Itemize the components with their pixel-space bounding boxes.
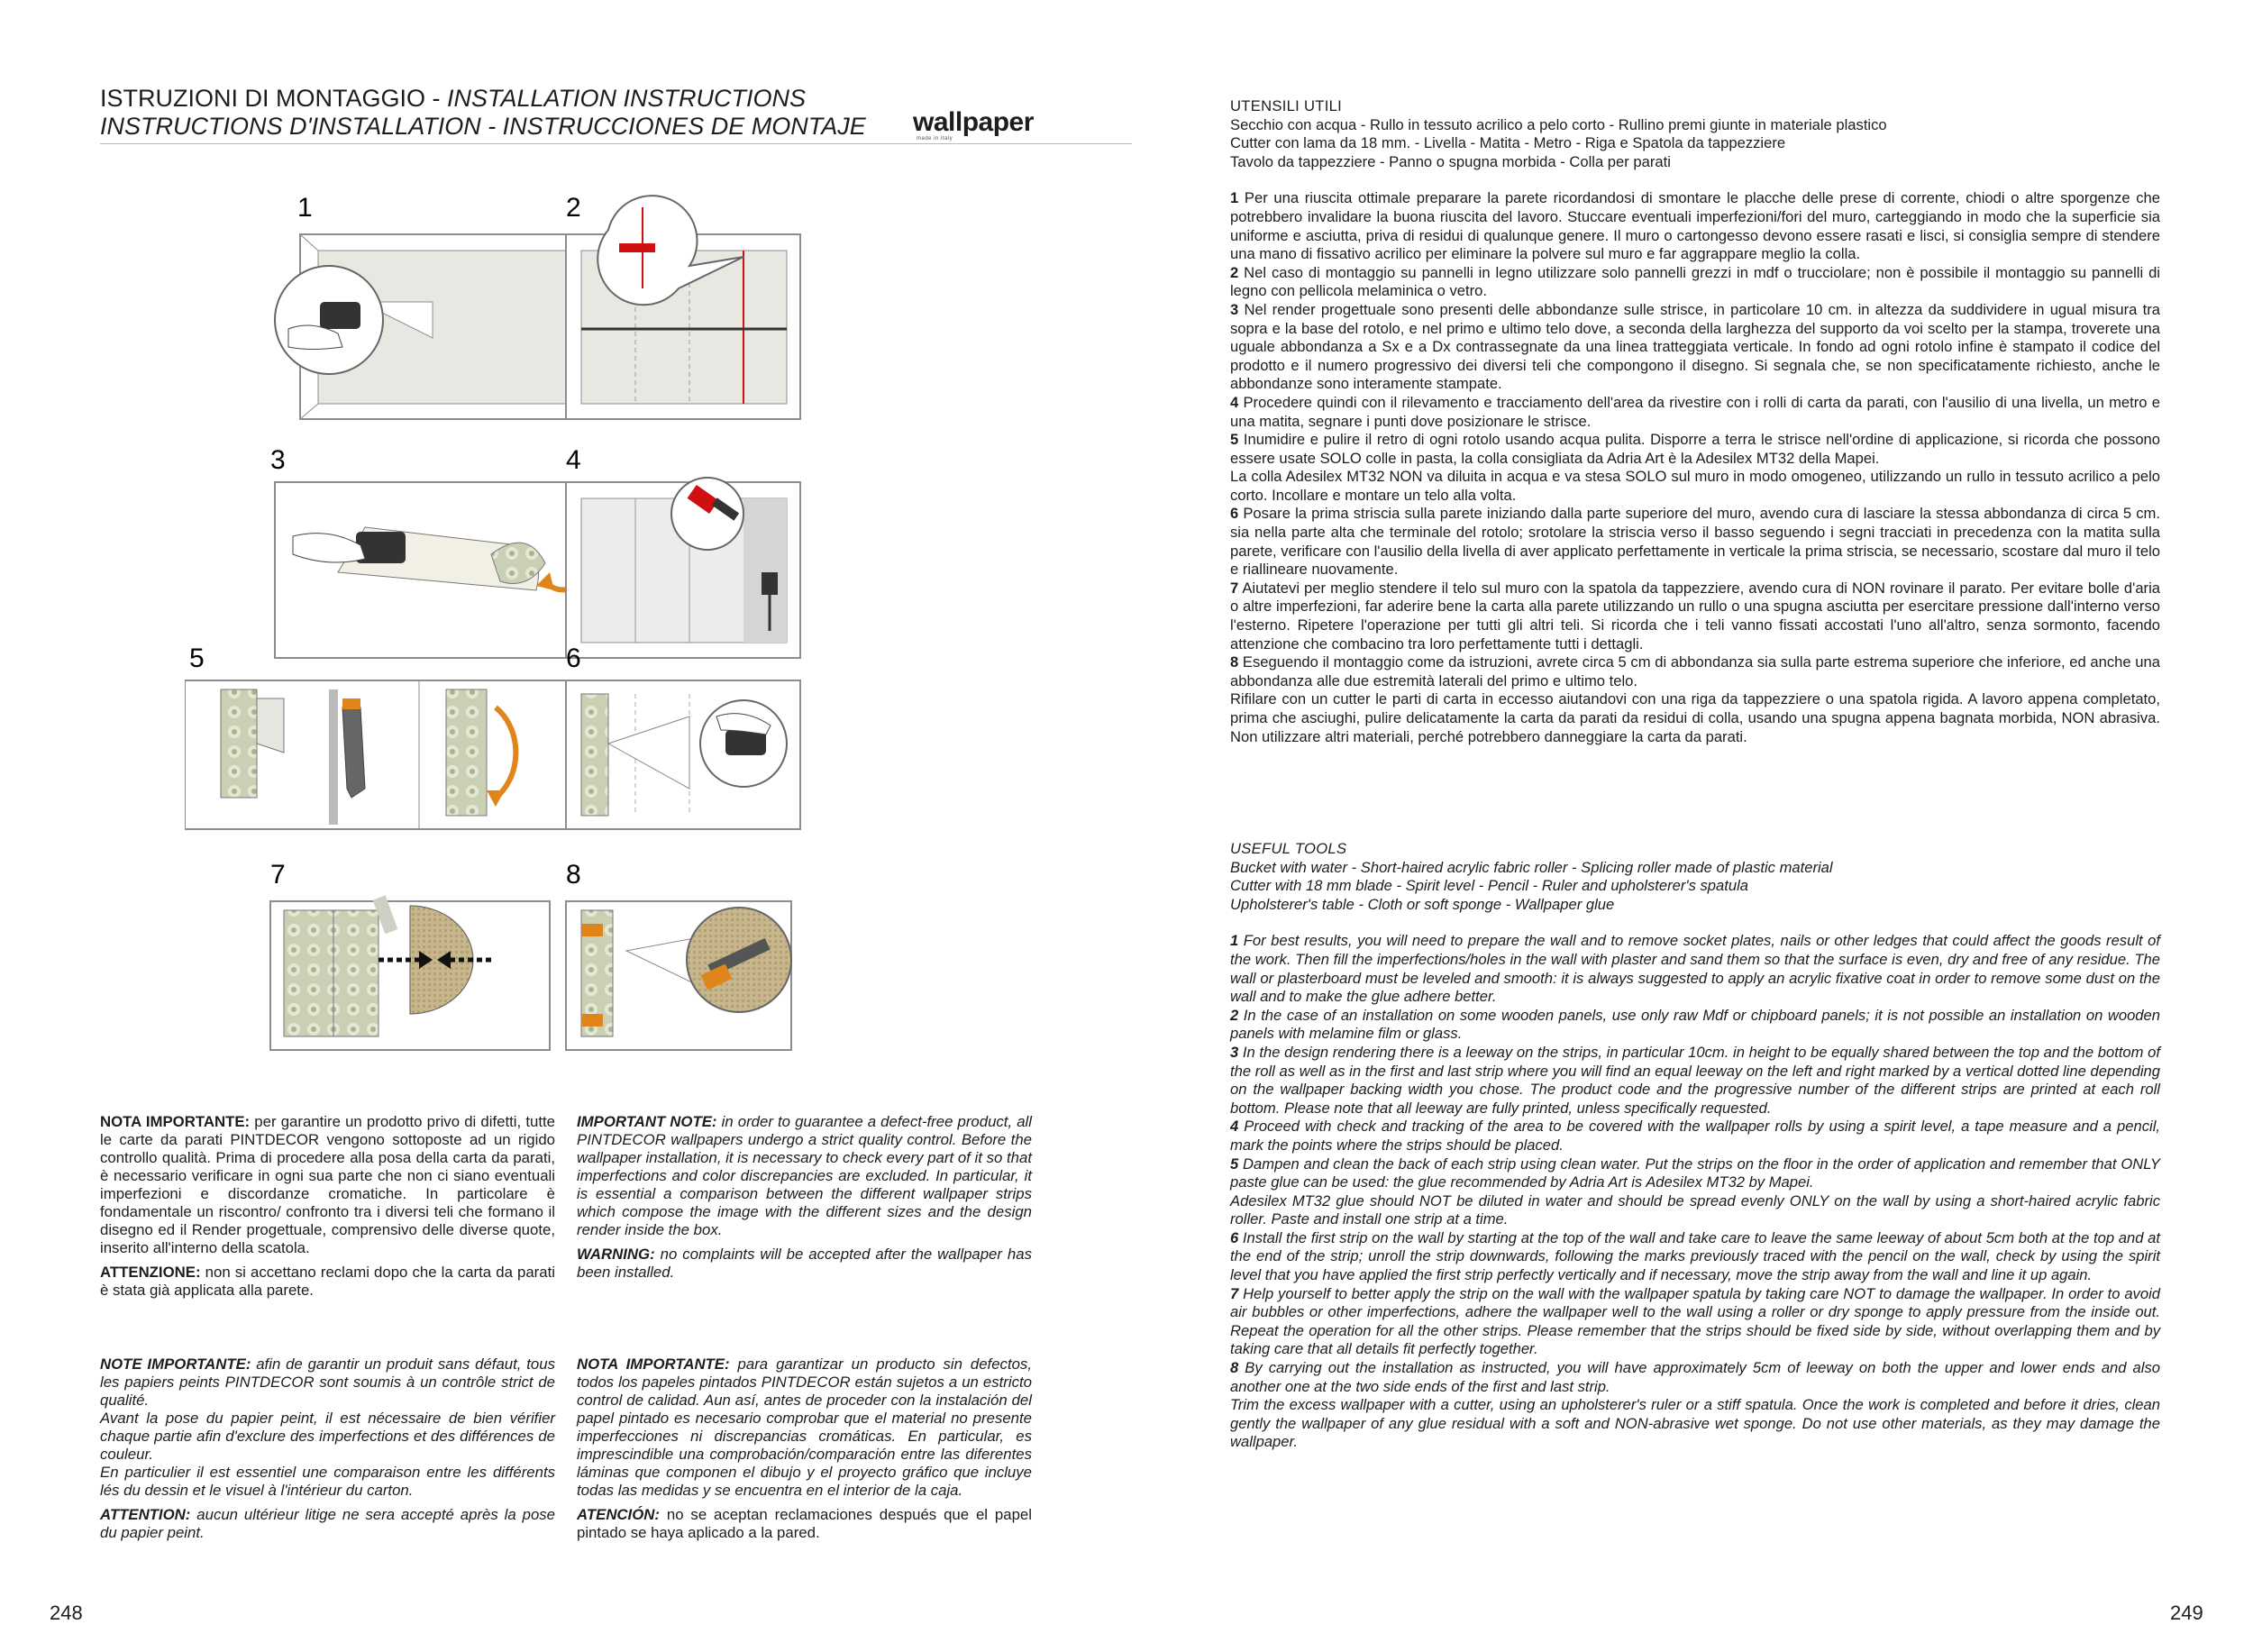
note-it-label: NOTA IMPORTANTE: <box>100 1113 251 1130</box>
step-3-panel <box>270 445 595 658</box>
note-fr-text-3: En particulier il est essentiel une comparaison entre les différents lés du dessin et le visuel à l'intérieur du carton. <box>100 1464 555 1499</box>
title-line2: INSTRUCTIONS D'INSTALLATION - INSTRUCCIONES DE MONTAJE <box>100 113 866 140</box>
it-step-5: 5 Inumidire e pulire il retro di ogni rotolo usando acqua pulita. Disporre a terra le strisce nell'ordine di applicazione, si ricorda che possono essere usate SOLO colle in pasta, la colla consigliata da Adria Art è la Adesilex MT32 della Mapei. <box>1230 431 2160 467</box>
it-step-7: 7 Aiutatevi per meglio stendere il telo sul muro con la spatola da tappezziere, avendo cura di NON rovinare il parato. Per evitare bolle d'aria o altre imperfezioni, far aderire bene la carta alla parete utilizzando un rullo o una spugna asciutta per esercitare pressione dall'interno verso l'esterno. Ripetere l'operazione per tutti gli altri teli. Si ricorda che i teli vanno fissati accostati l'uno all'altro, senza sormonto, facendo attenzione che combacino tra loro perfettamente tutti i dettagli. <box>1230 579 2160 653</box>
note-es-label: NOTA IMPORTANTE: <box>577 1355 730 1373</box>
note-en-text: in order to guarantee a defect-free product, all PINTDECOR wallpapers undergo a strict quality control. Before the wallpaper installation, it is necessary to check every part of it so that imperfections and color discrepancies are excluded. In particular, it is essential a comparison between the different wallpaper strips which compose the image with the different sizes and the design render inside the box. <box>577 1113 1033 1238</box>
it-tools-line: Secchio con acqua - Rullo in tessuto acrilico a pelo corto - Rullino premi giunte in materiale plastico <box>1230 115 1887 133</box>
en-step-8: 8 By carrying out the installation as instructed, you will have approximately 5cm of leeway on both the upper and lower ends and also another one at the two side ends of the first and last strip. <box>1230 1359 2160 1395</box>
header-divider <box>100 143 1132 144</box>
step-number-6: 6 <box>566 643 581 673</box>
step-4-panel <box>566 445 800 658</box>
step-number-7: 7 <box>270 860 286 890</box>
en-step-4: 4 Proceed with check and tracking of the area to be covered with the wallpaper rolls by using a spirit level, a tape measure and a pencil, mark the points where the strips should be placed. <box>1230 1118 2160 1154</box>
title-line1-italic: INSTALLATION INSTRUCTIONS <box>447 85 807 112</box>
step-number-4: 4 <box>566 445 581 475</box>
note-fr-text-2: Avant la pose du papier peint, il est nécessaire de bien vérifier chaque partie afin d'exclure des imperfections et des différences de couleur. <box>100 1410 555 1463</box>
it-step-4: 4 Procedere quindi con il rilevamento e tracciamento dell'area da rivestire con i rolli di carta da parati, con l'ausilio di una livella, un metro e una matita, segnare i punti dove posizionare le strisce. <box>1230 393 2160 430</box>
step-number-5: 5 <box>189 643 205 673</box>
page-number-right: 249 <box>2170 1602 2203 1624</box>
note-en-warning-label: WARNING: <box>577 1246 655 1263</box>
note-en-warning-text: no complaints will be accepted after the wallpaper has been installed. <box>577 1246 1032 1281</box>
it-step-5-cont: La colla Adesilex MT32 NON va diluita in acqua e va stesa SOLO sul muro in modo omogeneo, utilizzando un rullo in tessuto acrilico a pelo corto. Incollare e montare un telo alla volta. <box>1230 468 2160 504</box>
step-number-8: 8 <box>566 860 581 890</box>
page-title <box>100 85 1001 141</box>
en-step-8-cont: Trim the excess wallpaper with a cutter, using an upholsterer's ruler or a stiff spatula. Once the work is completed and before it dries, clean gently the wallpaper of any glue residual with a soft and NON-abrasive wet sponge. Do not use other materials, as they may damage the wallpaper. <box>1230 1396 2160 1451</box>
note-es-warning-label: ATENCIÓN: <box>577 1506 660 1523</box>
title-line1: ISTRUZIONI DI MONTAGGIO - <box>100 85 447 112</box>
step-7-panel <box>270 860 550 1050</box>
en-tools-line: Cutter with 18 mm blade - Spirit level - Pencil - Ruler and upholsterer's spatula <box>1230 877 1748 895</box>
note-it-text: per garantire un prodotto privo di difetti, tutte le carte da parati PINTDECOR vengono sottoposte ad un rigido controllo qualità. Prima di procedere alla posa della carta da parati, è necessario verificare in ogni sua parte che non ci siano eventuali imperfezioni e discordanze cromatiche. In particolare è fondamentale un riscontro/ confronto tra i diversi teli che formano il disegno ed il Render progettuale, comprensivo delle diverse quote, inserito all'interno della scatola. <box>100 1113 555 1256</box>
en-tools-heading: USEFUL TOOLS <box>1230 840 1347 857</box>
step-1-panel <box>275 193 593 419</box>
en-step-6: 6 Install the first strip on the wall by starting at the top of the wall and take care to leave the same leeway of about 5cm both at the top and at the end of the strip; unroll the strip downwards, following the marks previously traced with the pencil on the wall, check by using the spirit level that you have applied the first strip perfectly vertically and if necessary, move the strip away from the wall and line it up again. <box>1230 1228 2160 1284</box>
english-section <box>1230 840 2160 1452</box>
note-it-warning-label: ATTENZIONE: <box>100 1264 201 1281</box>
installation-illustration <box>185 167 928 1091</box>
it-step-2: 2 Nel caso di montaggio su pannelli in legno utilizzare solo pannelli grezzi in mdf o trucciolare; non è possibile il montaggio su pannelli di legno con pellicola melaminica o vetro. <box>1230 263 2160 300</box>
step-number-3: 3 <box>270 445 286 475</box>
step-number-1: 1 <box>297 193 313 223</box>
en-step-2: 2 In the case of an installation on some wooden panels, use only raw Mdf or chipboard panels; it is not possible an installation on wooden panels with melamine film or glass. <box>1230 1006 2160 1043</box>
it-step-3: 3 Nel render progettuale sono presenti delle abbondanze sulle strisce, in particolare 10 cm. in altezza da suddividere in ugual misura tra sopra e la base del rotolo, e nel primo e ultimo telo dove, a seconda della larghezza del supporto da voi scelto per la stampa, troverete una uguale abbondanza a Sx e a Dx contrassegnate da una linea tratteggiata verticale. In fondo ad ogni rotolo infine è stampato il codice del prodotto e il numero progressivo dei diversi teli che compongono il disegno. Si segnala che, se non specificatamente richiesto, anche le abbondanze sono interamente stampate. <box>1230 300 2160 393</box>
en-step-5-cont: Adesilex MT32 glue should NOT be diluted in water and should be spread evenly ONLY on the wall by using a short-haired acrylic fabric roller. Paste and install one strip at a time. <box>1230 1191 2160 1228</box>
note-fr-label: NOTE IMPORTANTE: <box>100 1355 251 1373</box>
page-number-left: 248 <box>50 1602 83 1624</box>
it-step-8-cont: Rifilare con un cutter le parti di carta in eccesso aiutandovi con una riga da tappezziere o una spatola rigida. A lavoro appena completato, prima che asciughi, pulire delicatamente la carta da parati da residui di colla, usando una spugna appena bagnata morbida, NON abrasiva. Non utilizzare altri materiali, perché potrebbero danneggiare la carta da parati. <box>1230 690 2160 745</box>
it-tools-heading: UTENSILI UTILI <box>1230 97 1343 114</box>
en-step-5: 5 Dampen and clean the back of each strip using clean water. Put the strips on the floor in the order of application and remember that ONLY paste glue can be used: the glue recommended by Adria Art is Adesilex MT32 by Mapei. <box>1230 1155 2160 1191</box>
it-tools-line: Cutter con lama da 18 mm. - Livella - Matita - Metro - Riga e Spatola da tappezziere <box>1230 134 1786 152</box>
it-tools-line: Tavolo da tappezziere - Panno o spugna morbida - Colla per parati <box>1230 152 1671 170</box>
note-es-text: para garantizar un producto sin defectos, todos los papeles pintados PINTDECOR están sujetos a un estricto control de calidad. Aun así, antes de proceder con la instalación del papel pintado es necesario comprobar que el material no presente imperfecciones ni discrepancias cromáticas. En particular, es imprescindible una comprobación/comparación entre las diferentes láminas que componen el dibujo y el proyecto gráfico que incluye todas las medidas y se encuentra en el interior de la caja. <box>577 1355 1032 1499</box>
note-en-label: IMPORTANT NOTE: <box>577 1113 717 1130</box>
logo-tagline: made in italy <box>917 136 953 141</box>
note-fr-warning-text: aucun ultérieur litige ne sera accepté après la pose du papier peint. <box>100 1506 555 1541</box>
brand-logo <box>913 107 1034 141</box>
en-tools-line: Bucket with water - Short-haired acrylic fabric roller - Splicing roller made of plastic material <box>1230 858 1833 876</box>
step-5-panel <box>185 643 586 829</box>
it-step-1: 1 Per una riuscita ottimale preparare la parete ricordandosi di smontare le placche delle prese di corrente, chiodi o altre sporgenze che potrebbero invalidare la buona riuscita del lavoro. Stuccare eventuali imperfezioni/fori del muro, carteggiando in modo che la superficie sia uniforme e asciutta, priva di residui di qualunque genere. Il muro o cartongesso devono essere rasati e lisci, si consiglia sempre di stendere una mano di fissativo acrilico per eliminare la polvere sul muro e far aggrappare meglio la colla. <box>1230 189 2160 263</box>
step-2-panel <box>566 193 800 419</box>
en-tools-line: Upholsterer's table - Cloth or soft sponge - Wallpaper glue <box>1230 895 1615 913</box>
en-step-1: 1 For best results, you will need to prepare the wall and to remove socket plates, nails or other ledges that could affect the goods result of the work. Then fill the imperfections/holes in the wall with plaster and sand them so that the surface is even, dry and free of any residue. The wall or plasterboard must be leveled and smooth: it is always suggested to apply an acrylic fixative coat in order to remove some dust on the wall and to make the glue adhere better. <box>1230 932 2160 1006</box>
en-step-3: 3 In the design rendering there is a leeway on the strips, in particular 10cm. in height to be equally shared between the top and the bottom of the roll as well as in the first and last strip where you will find an equal leeway on the left and right marked by a vertical dotted line depending on the wallpaper backing width you chose. The product code and the progressive number of the different strips are printed at each roll bottom. Please note that all leeway are fully printed, unless specifically requested. <box>1230 1043 2160 1117</box>
step-8-panel <box>566 860 791 1050</box>
en-step-7: 7 Help yourself to better apply the strip on the wall with the wallpaper spatula by taking care NOT to damage the wallpaper. In order to avoid air bubbles or other imperfections, adhere the wallpaper well to the wall using a roller or dry sponge to apply pressure from the inside out. Repeat the operation for all the other strips. Please remember that the strips should be fixed side by side, without overlapping them and by taking care that all details fit perfectly together. <box>1230 1284 2160 1358</box>
note-es-warning-text: no se aceptan reclamaciones después que el papel pintado se haya aplicado a la pared. <box>577 1506 1032 1541</box>
italian-section <box>1230 97 2160 746</box>
note-italian <box>100 1113 555 1300</box>
step-number-2: 2 <box>566 193 581 223</box>
it-step-6: 6 Posare la prima striscia sulla parete iniziando dalla parte superiore del muro, avendo cura di lasciare la stessa abbondanza di circa 5 cm. sia nella parte alta che terminale del rotolo; srotolare la striscia verso il basso seguendo i segni tracciati in precedenza con la matita sulla parete, verificare con l'ausilio della livella di aver applicato perfettamente in verticale la prima striscia, se necessario, scostare dal muro il telo e riallineare nuovamente. <box>1230 505 2160 579</box>
it-step-8: 8 Eseguendo il montaggio come da istruzioni, avrete circa 5 cm di abbondanza sia sulla parte estrema superiore che inferiore, ed anche una abbondanza alle due estremità laterali del primo e ultimo telo. <box>1230 653 2160 689</box>
note-fr-warning-label: ATTENTION: <box>100 1506 191 1523</box>
logo-word: wallpaper <box>913 107 1034 137</box>
note-fr-text-1: afin de garantir un produit sans défaut, tous les papiers peints PINTDECOR sont soumis à un contrôle strict de qualité. <box>100 1355 555 1409</box>
note-it-warning-text: non si accettano reclami dopo che la carta da parati è stata già applicata alla parete. <box>100 1264 555 1299</box>
note-english <box>577 1113 1032 1282</box>
note-french <box>100 1355 555 1542</box>
step-6-panel <box>566 643 800 829</box>
note-spanish <box>577 1355 1032 1542</box>
